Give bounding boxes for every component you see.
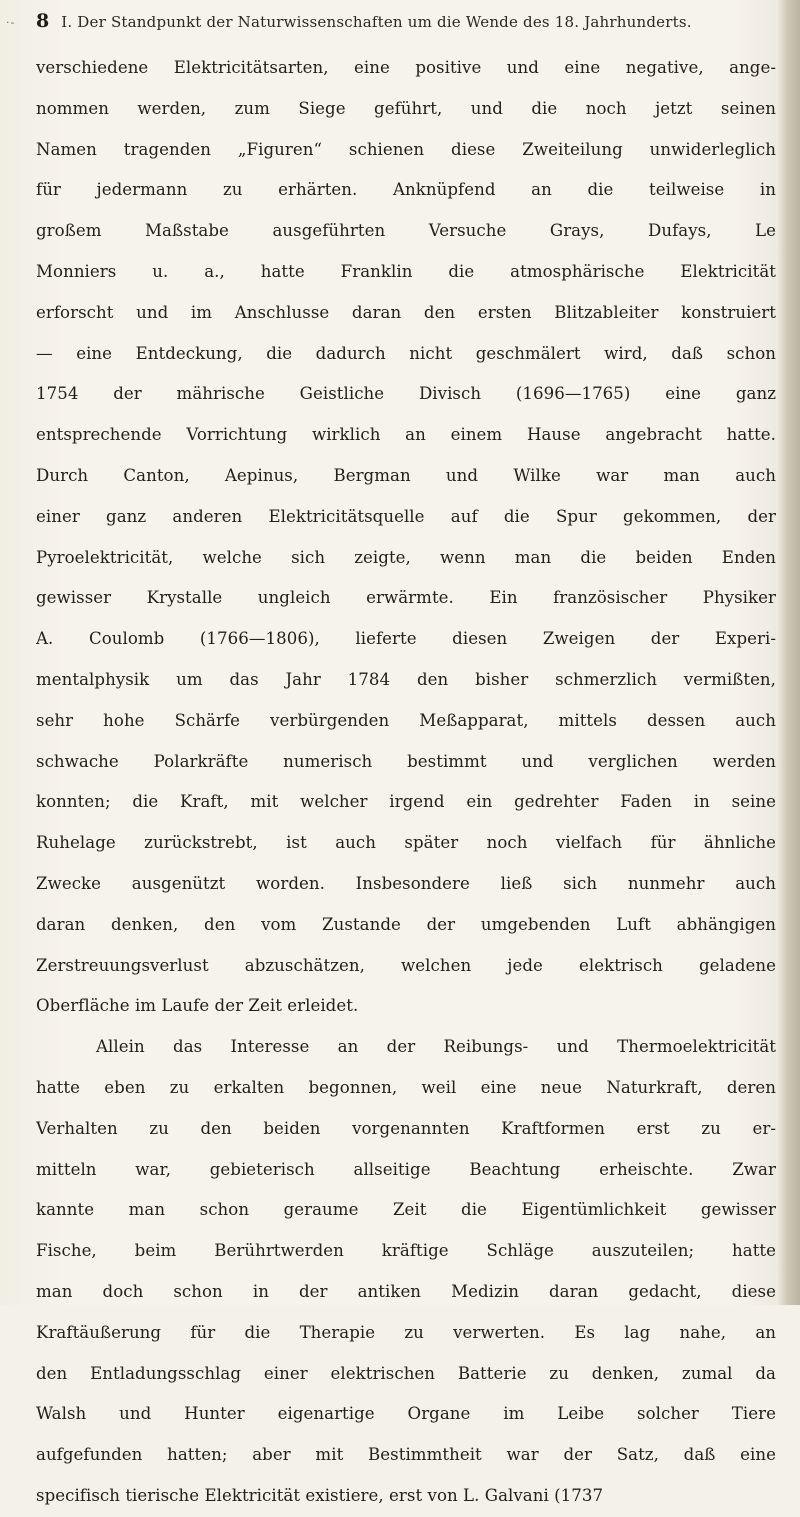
text-line: erforscht und im Anschlusse daran den ersten Blitzableiter konstruiert — [36, 302, 776, 322]
text-line: sehr hohe Schärfe verbürgenden Meßapparat, mittels dessen auch — [36, 710, 776, 730]
text-line: 1754 der mährische Geistliche Divisch (1696—1765) eine ganz — [36, 384, 776, 404]
text-line: kannte man schon geraume Zeit die Eigentümlichkeit gewisser — [36, 1200, 776, 1220]
text-line: mentalphysik um das Jahr 1784 den bisher schmerzlich vermißten, — [36, 669, 776, 689]
text-line: entsprechende Vorrichtung wirklich an einem Hause angebracht hatte. — [36, 425, 776, 445]
text-line: mitteln war, gebieterisch allseitige Beachtung erheischte. Zwar — [36, 1159, 776, 1179]
text-line: Verhalten zu den beiden vorgenannten Kraftformen erst zu er- — [36, 1118, 776, 1138]
text-line: hatte eben zu erkalten begonnen, weil eine neue Naturkraft, deren — [36, 1077, 776, 1097]
text-line: schwache Polarkräfte numerisch bestimmt und verglichen werden — [36, 751, 776, 771]
text-line: Fische, beim Berührtwerden kräftige Schläge auszuteilen; hatte — [36, 1241, 776, 1261]
text-line: Zerstreuungsverlust abzuschätzen, welchen jede elektrisch geladene — [36, 955, 776, 975]
text-line: Kraftäußerung für die Therapie zu verwerten. Es lag nahe, an — [36, 1322, 776, 1342]
text-line: Ruhelage zurückstrebt, ist auch später noch vielfach für ähnliche — [36, 833, 776, 853]
text-line: aufgefunden hatten; aber mit Bestimmtheit war der Satz, daß eine — [36, 1445, 776, 1465]
text-line: für jedermann zu erhärten. Anknüpfend an die teilweise in — [36, 180, 776, 200]
text-line: A. Coulomb (1766—1806), lieferte diesen Zweigen der Experi- — [36, 629, 776, 649]
body-text — [36, 48, 776, 1517]
text-line: den Entladungsschlag einer elektrischen Batterie zu denken, zumal da — [36, 1363, 776, 1383]
text-line: Oberfläche im Laufe der Zeit erleidet. — [36, 996, 359, 1016]
text-line: Durch Canton, Aepinus, Bergman und Wilke war man auch — [36, 465, 776, 485]
text-line: gewisser Krystalle ungleich erwärmte. Ein französischer Physiker — [36, 588, 776, 608]
text-line: Pyroelektricität, welche sich zeigte, wenn man die beiden Enden — [36, 547, 776, 567]
text-line: Allein das Interesse an der Reibungs- und Thermoelektricität — [96, 1037, 776, 1057]
text-line: Walsh und Hunter eigenartige Organe im Leibe solcher Tiere — [36, 1404, 776, 1424]
page-number: 8 — [36, 10, 50, 32]
running-head: I. Der Standpunkt der Naturwissenschaften um die Wende des 18. Jahrhunderts. — [61, 13, 692, 31]
text-line: Monniers u. a., hatte Franklin die atmosphärische Elektricität — [36, 261, 776, 281]
page-binding-edge — [778, 0, 800, 1305]
text-line: einer ganz anderen Elektricitätsquelle auf die Spur gekommen, der — [36, 506, 776, 526]
text-line: — eine Entdeckung, die dadurch nicht geschmälert wird, daß schon — [36, 343, 776, 363]
text-line: specifisch tierische Elektricität existiere, erst von L. Galvani (1737 — [36, 1485, 604, 1505]
text-line: man doch schon in der antiken Medizin daran gedacht, diese — [36, 1281, 776, 1301]
text-line: Zwecke ausgenützt worden. Insbesondere ließ sich nunmehr auch — [36, 873, 776, 893]
text-line: verschiedene Elektricitätsarten, eine positive und eine negative, ange- — [36, 58, 776, 77]
text-line: nommen werden, zum Siege geführt, und die noch jetzt seinen — [36, 98, 776, 118]
text-line: daran denken, den vom Zustande der umgebenden Luft abhängigen — [36, 914, 776, 934]
margin-marks: ·- — [6, 16, 16, 29]
text-line: konnten; die Kraft, mit welcher irgend ein gedrehter Faden in seine — [36, 792, 776, 812]
page-header — [36, 10, 776, 40]
text-line: Namen tragenden „Figuren“ schienen diese Zweiteilung unwiderleglich — [36, 139, 776, 159]
text-line: großem Maßstabe ausgeführten Versuche Grays, Dufays, Le — [36, 221, 776, 241]
